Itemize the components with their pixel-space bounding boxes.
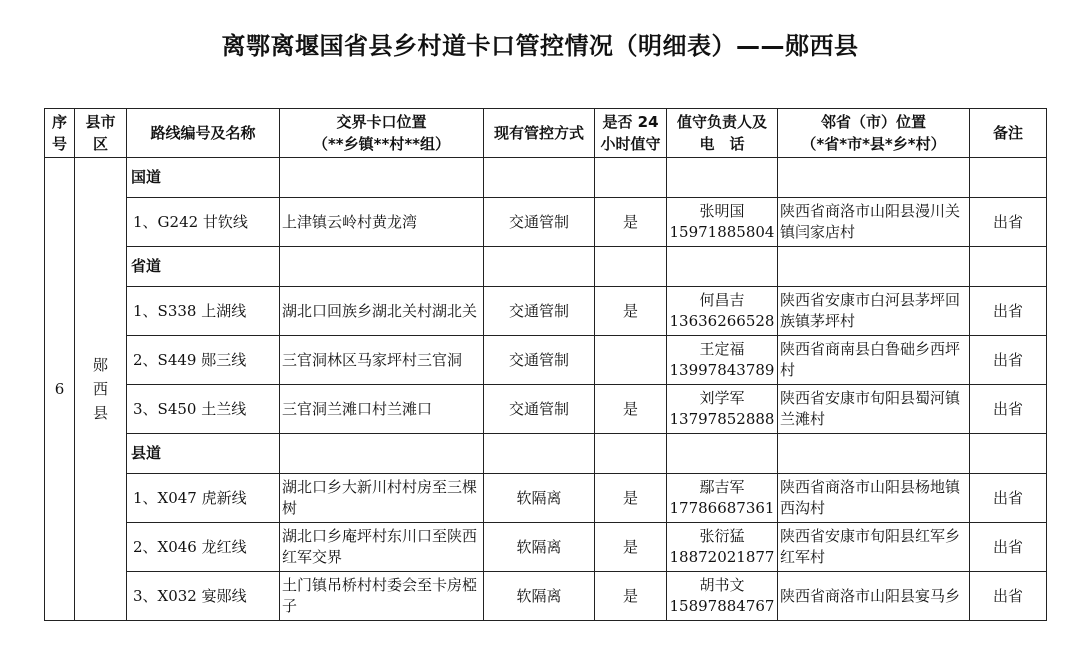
neighbor-cell: 陕西省商洛市山阳县漫川关镇闫家店村: [778, 198, 970, 247]
remark-cell: 出省: [970, 523, 1047, 572]
header-remark: 备注: [970, 109, 1047, 158]
header-county: 县市 区: [75, 109, 127, 158]
header-person: 值守负责人及 电 话: [667, 109, 778, 158]
checkpoint-cell: 湖北口回族乡湖北关村湖北关: [280, 287, 484, 336]
person-cell: 胡书文 15897884767: [667, 572, 778, 621]
header-duty24: 是否 24 小时值守: [595, 109, 667, 158]
route-cell: 1、G242 甘钦线: [127, 198, 280, 247]
checkpoint-cell: 湖北口乡庵坪村东川口至陕西红军交界: [280, 523, 484, 572]
table-row: [45, 336, 1047, 385]
person-cell: 张明国 15971885804: [667, 198, 778, 247]
duty-cell: [595, 336, 667, 385]
category-row: [45, 434, 1047, 474]
duty-cell: 是: [595, 287, 667, 336]
table-row: [45, 287, 1047, 336]
checkpoint-cell: 湖北口乡大新川村村房至三棵树: [280, 474, 484, 523]
table-row: [45, 572, 1047, 621]
duty-cell: 是: [595, 523, 667, 572]
checkpoint-cell: 上津镇云岭村黄龙湾: [280, 198, 484, 247]
person-cell: 刘学军 13797852888: [667, 385, 778, 434]
person-cell: 王定福 13997843789: [667, 336, 778, 385]
person-cell: 何昌吉 13636266528: [667, 287, 778, 336]
remark-cell: 出省: [970, 336, 1047, 385]
table-row: [45, 385, 1047, 434]
person-cell: 张衍猛 18872021877: [667, 523, 778, 572]
county-cell: 郧 西 县: [75, 158, 127, 621]
seq-cell: 6: [45, 158, 75, 621]
control-cell: 交通管制: [484, 336, 595, 385]
header-row: [45, 109, 1047, 158]
remark-cell: 出省: [970, 572, 1047, 621]
control-cell: 软隔离: [484, 474, 595, 523]
header-seq: 序 号: [45, 109, 75, 158]
table-row: [45, 474, 1047, 523]
neighbor-cell: 陕西省安康市白河县茅坪回族镇茅坪村: [778, 287, 970, 336]
header-neighbor: 邻省（市）位置 （*省*市*县*乡*村）: [778, 109, 970, 158]
route-cell: 3、X032 宴郧线: [127, 572, 280, 621]
header-checkpoint: 交界卡口位置 （**乡镇**村**组）: [280, 109, 484, 158]
remark-cell: 出省: [970, 385, 1047, 434]
neighbor-cell: 陕西省安康市旬阳县红军乡红军村: [778, 523, 970, 572]
category-row: [45, 247, 1047, 287]
person-cell: 鄢吉军 17786687361: [667, 474, 778, 523]
route-cell: 3、S450 土兰线: [127, 385, 280, 434]
remark-cell: 出省: [970, 287, 1047, 336]
control-cell: 软隔离: [484, 572, 595, 621]
header-route: 路线编号及名称: [127, 109, 280, 158]
table-row: [45, 523, 1047, 572]
checkpoint-cell: 三官洞林区马家坪村三官洞: [280, 336, 484, 385]
category-label: 省道: [127, 247, 280, 287]
control-cell: 交通管制: [484, 287, 595, 336]
remark-cell: 出省: [970, 198, 1047, 247]
category-label: 县道: [127, 434, 280, 474]
neighbor-cell: 陕西省安康市旬阳县蜀河镇兰滩村: [778, 385, 970, 434]
duty-cell: 是: [595, 385, 667, 434]
checkpoint-table: [44, 108, 1047, 621]
checkpoint-cell: 土门镇吊桥村村委会至卡房椏子: [280, 572, 484, 621]
control-cell: 交通管制: [484, 198, 595, 247]
category-row: [45, 158, 1047, 198]
route-cell: 2、X046 龙红线: [127, 523, 280, 572]
neighbor-cell: 陕西省商洛市山阳县宴马乡: [778, 572, 970, 621]
control-cell: 交通管制: [484, 385, 595, 434]
table-row: [45, 198, 1047, 247]
duty-cell: 是: [595, 572, 667, 621]
control-cell: 软隔离: [484, 523, 595, 572]
remark-cell: 出省: [970, 474, 1047, 523]
duty-cell: 是: [595, 198, 667, 247]
neighbor-cell: 陕西省商南县白鲁础乡西坪村: [778, 336, 970, 385]
route-cell: 1、X047 虎新线: [127, 474, 280, 523]
header-control: 现有管控方式: [484, 109, 595, 158]
route-cell: 1、S338 上湖线: [127, 287, 280, 336]
duty-cell: 是: [595, 474, 667, 523]
checkpoint-cell: 三官洞兰滩口村兰滩口: [280, 385, 484, 434]
category-label: 国道: [127, 158, 280, 198]
route-cell: 2、S449 郧三线: [127, 336, 280, 385]
neighbor-cell: 陕西省商洛市山阳县杨地镇西沟村: [778, 474, 970, 523]
page-title: 离鄂离堰国省县乡村道卡口管控情况（明细表）——郧西县: [221, 32, 859, 60]
